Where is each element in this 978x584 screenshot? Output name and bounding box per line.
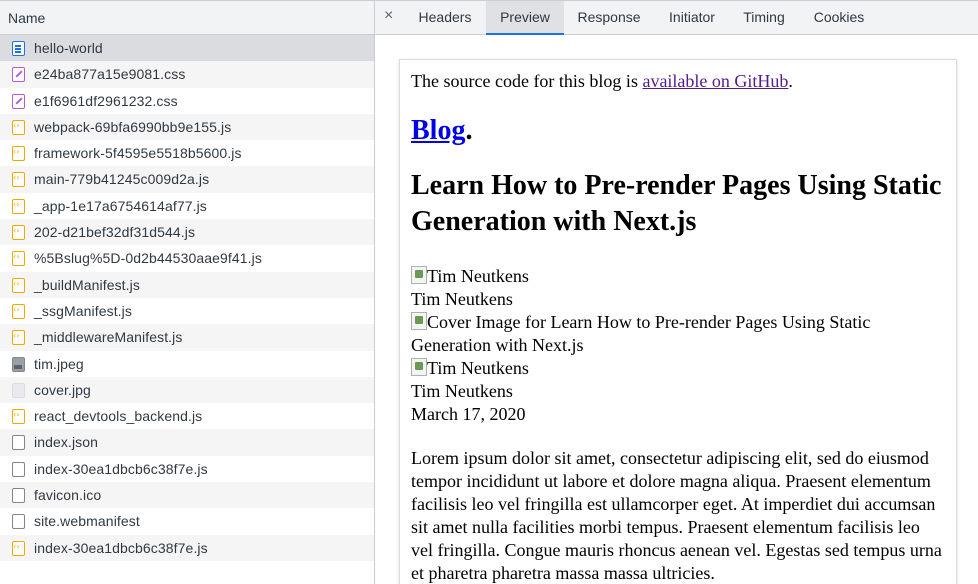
- request-row[interactable]: [0, 351, 374, 377]
- request-row[interactable]: [0, 193, 374, 219]
- tab-label: Cookies: [813, 9, 865, 25]
- cover-broken-image: [411, 311, 946, 357]
- request-row[interactable]: [0, 508, 374, 534]
- request-row[interactable]: [0, 140, 374, 166]
- request-row[interactable]: [0, 482, 374, 508]
- stylesheet-icon: [12, 67, 25, 82]
- name-column-header[interactable]: [0, 0, 374, 35]
- intro-suffix: .: [788, 71, 793, 91]
- request-name: e1f6961df2961232.css: [34, 92, 178, 109]
- avatar-broken-image: [411, 265, 946, 288]
- script-icon: [12, 172, 25, 187]
- blog-heading-suffix: .: [465, 115, 473, 146]
- document-icon: [12, 41, 25, 56]
- file-icon: [12, 514, 25, 529]
- broken-image-icon: [411, 266, 427, 284]
- request-row[interactable]: [0, 114, 374, 140]
- request-name: _ssgManifest.js: [34, 302, 132, 319]
- close-details-icon[interactable]: ×: [384, 7, 394, 24]
- request-name: react_devtools_backend.js: [34, 408, 203, 425]
- file-icon: [12, 462, 25, 477]
- request-name: index-30ea1dbcb6c38f7e.js: [34, 539, 208, 556]
- tab-headers[interactable]: [406, 1, 484, 35]
- post-body: Lorem ipsum dolor sit amet, consectetur adipiscing elit, sed do eiusmod tempor incididunt ut labore et dolore magna aliqua. Praesent elementum facilisis leo vel fringilla est ullamcorper eget. At imperdiet dui accumsan sit amet nulla facilities morbi tempus. Praesent elementum facilisis leo vel fringilla. Congue mauris rhoncus aenean vel. Egestas sed tempus urna et pharetra pharetra massa massa ultricies.: [411, 448, 942, 583]
- request-row[interactable]: [0, 535, 374, 561]
- intro-line: [411, 70, 946, 93]
- github-link[interactable]: available on GitHub: [642, 71, 789, 91]
- request-row[interactable]: [0, 88, 374, 114]
- request-row[interactable]: [0, 35, 374, 61]
- request-row[interactable]: [0, 324, 374, 350]
- image-icon: [12, 383, 25, 398]
- script-icon: [12, 541, 25, 556]
- request-name: _middlewareManifest.js: [34, 329, 183, 346]
- author-name: Tim Neutkens: [411, 381, 513, 401]
- avatar-broken-image: [411, 357, 946, 380]
- script-icon: [12, 225, 25, 240]
- script-icon: [12, 146, 25, 161]
- html-preview: [399, 59, 957, 584]
- request-name: index.json: [34, 434, 99, 451]
- file-icon: [12, 488, 25, 503]
- script-icon: [12, 199, 25, 214]
- post-title: Learn How to Pre-render Pages Using Static Generation with Next.js: [411, 170, 942, 237]
- request-name: e24ba877a15e9081.css: [34, 66, 186, 83]
- tab-label: Headers: [418, 9, 472, 25]
- cover-alt-text: Cover Image for Learn How to Pre-render Pages Using Static Generation with Next.js: [411, 312, 871, 355]
- request-name: 202-d21bef32df31d544.js: [34, 224, 196, 241]
- tab-timing[interactable]: [732, 1, 796, 35]
- request-row[interactable]: [0, 166, 374, 192]
- avatar-alt-text: Tim Neutkens: [427, 266, 529, 286]
- request-row[interactable]: [0, 219, 374, 245]
- request-row[interactable]: [0, 377, 374, 403]
- tab-initiator[interactable]: [654, 1, 730, 35]
- tab-label: Initiator: [669, 9, 715, 25]
- request-row[interactable]: [0, 272, 374, 298]
- script-icon: [12, 120, 25, 135]
- request-name: framework-5f4595e5518b5600.js: [34, 145, 242, 162]
- tab-label: Timing: [743, 9, 785, 25]
- script-icon: [12, 409, 25, 424]
- request-row[interactable]: [0, 61, 374, 87]
- request-name: main-779b41245c009d2a.js: [34, 171, 210, 188]
- request-row[interactable]: [0, 429, 374, 455]
- request-name: webpack-69bfa6990bb9e155.js: [34, 118, 232, 135]
- stylesheet-icon: [12, 94, 25, 109]
- request-name: _app-1e17a6754614af77.js: [34, 197, 207, 214]
- tab-preview[interactable]: [486, 1, 564, 35]
- file-icon: [12, 435, 25, 450]
- request-name: site.webmanifest: [34, 513, 140, 530]
- request-row[interactable]: [0, 245, 374, 271]
- request-name: _buildManifest.js: [34, 276, 140, 293]
- request-name: index-30ea1dbcb6c38f7e.js: [34, 460, 208, 477]
- request-row[interactable]: [0, 298, 374, 324]
- image-icon: [12, 357, 25, 372]
- request-row[interactable]: [0, 403, 374, 429]
- request-name: tim.jpeg: [34, 355, 84, 372]
- post-date: March 17, 2020: [411, 404, 526, 424]
- tab-response[interactable]: [566, 1, 652, 35]
- blog-heading: [411, 114, 946, 148]
- request-rows: [0, 35, 374, 561]
- blog-link[interactable]: Blog: [411, 115, 466, 146]
- broken-image-icon: [411, 312, 427, 330]
- request-list-panel: [0, 0, 374, 584]
- tab-label: Response: [577, 9, 641, 25]
- tab-label: Preview: [500, 9, 550, 25]
- script-icon: [12, 304, 25, 319]
- broken-image-icon: [411, 358, 427, 376]
- request-row[interactable]: [0, 456, 374, 482]
- post-meta: [411, 265, 946, 426]
- request-details-panel: [375, 0, 978, 584]
- name-column-label: Name: [8, 10, 46, 26]
- request-name: favicon.ico: [34, 487, 102, 504]
- script-icon: [12, 278, 25, 293]
- request-name: cover.jpg: [34, 381, 91, 398]
- details-tabbar: [375, 0, 978, 35]
- avatar-alt-text: Tim Neutkens: [427, 358, 529, 378]
- author-name: Tim Neutkens: [411, 289, 513, 309]
- intro-text: The source code for this blog is: [411, 71, 643, 91]
- tab-cookies[interactable]: [800, 1, 878, 35]
- request-name: hello-world: [34, 40, 103, 56]
- script-icon: [12, 251, 25, 266]
- request-name: %5Bslug%5D-0d2b44530aae9f41.js: [34, 250, 262, 267]
- script-icon: [12, 330, 25, 345]
